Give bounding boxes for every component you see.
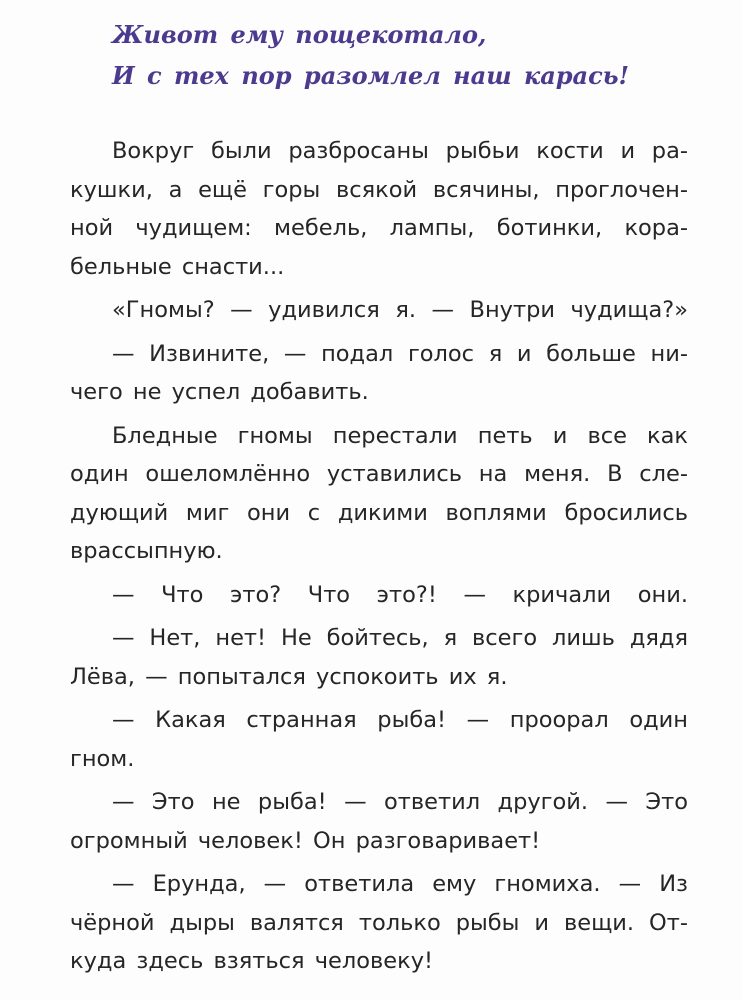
verse-line: И с тех пор разомлел наш карась! [112, 61, 630, 90]
text-line: — Извините, — подал голос я и больше ни- [112, 340, 688, 367]
paragraph [70, 417, 688, 571]
paragraph [70, 132, 688, 286]
text-line: чего не успел добавить. [70, 379, 369, 405]
text-line: «Гномы? — удивился я. — Внутри чудища?» [112, 297, 688, 323]
text-line: Бледные гномы перестали петь и все как [112, 422, 688, 449]
text-line: гном. [70, 745, 135, 772]
text-line: ной чудищем: мебель, лампы, ботинки, кора- [70, 215, 688, 241]
text-line: один ошеломлённо уставились на меня. В сле- [70, 461, 688, 487]
prose-block [70, 132, 688, 986]
text-line: Вокруг были разбросаны рыбьи кости и ра- [112, 138, 688, 164]
paragraph [70, 865, 688, 981]
paragraph [70, 291, 688, 330]
text-line: чёрной дыры валятся только рыбы и вещи. От- [70, 909, 688, 936]
text-line: кушки, а ещё горы всякой всячины, проглочен- [70, 176, 688, 203]
text-line: — Нет, нет! Не бойтесь, я всего лишь дядя [112, 625, 688, 651]
paragraph [70, 576, 688, 615]
text-line: дующий миг они с дикими воплями бросились [70, 499, 688, 526]
paragraph [70, 335, 688, 412]
text-line: врассыпную. [70, 538, 223, 564]
text-line: бельные снасти... [70, 253, 285, 280]
verse-line: Живот ему пощекотало, [112, 20, 487, 49]
text-line: — Какая странная рыба! — проорал один [112, 707, 688, 733]
paragraph [70, 619, 688, 696]
paragraph [70, 701, 688, 778]
text-line: — Это не рыба! — ответил другой. — Это [112, 789, 688, 815]
text-line: — Ерунда, — ответила ему гномиха. — Из [112, 871, 688, 897]
text-line: огромный человек! Он разговаривает! [70, 827, 541, 854]
text-line: — Что это? Что это?! — кричали они. [112, 581, 688, 608]
text-line: Лёва, — попытался успокоить их я. [70, 663, 508, 690]
text-line: куда здесь взяться человеку! [70, 948, 434, 974]
verse-block [112, 14, 712, 96]
paragraph [70, 783, 688, 860]
